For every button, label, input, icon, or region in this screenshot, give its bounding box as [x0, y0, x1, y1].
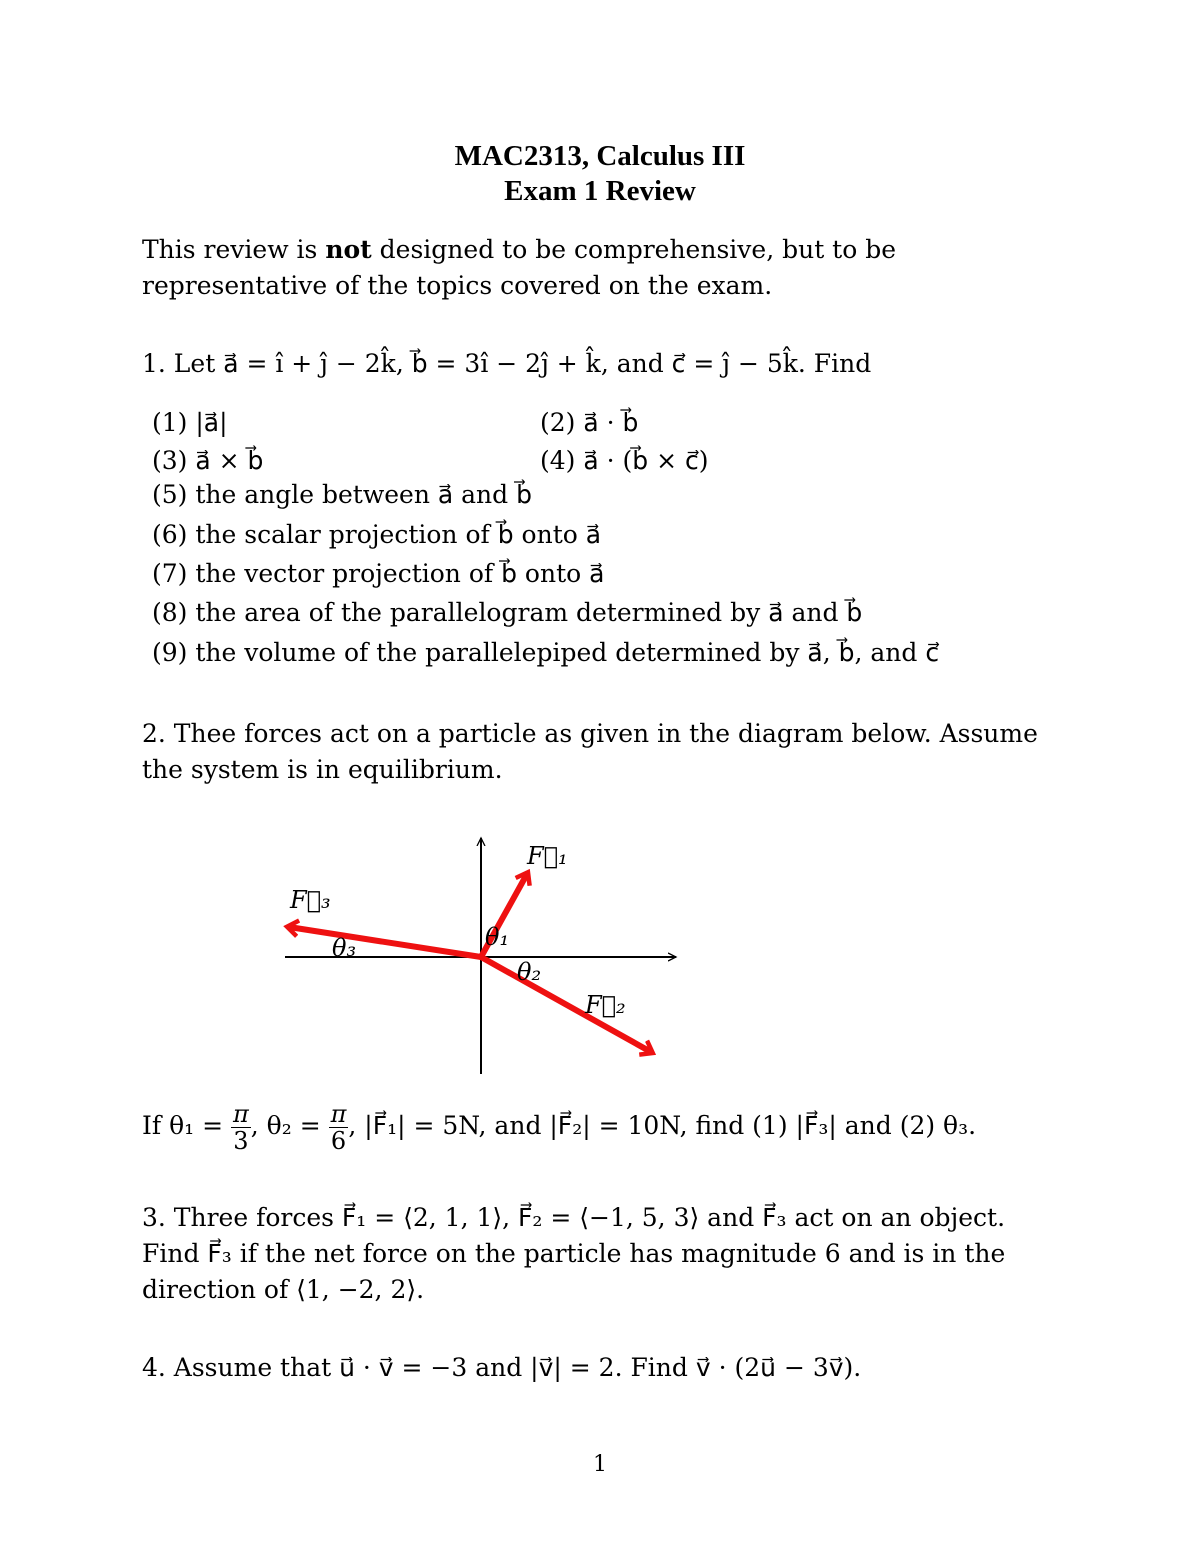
label-f1: F⃗₁ — [527, 842, 568, 870]
fraction-pi-over-3 — [231, 1101, 251, 1154]
problem2-statement: 2. Thee forces act on a particle as given in the diagram below. Assume the system is in equilibrium. — [142, 719, 1038, 784]
problem3-statement: 3. Three forces F⃗₁ = ⟨2, 1, 1⟩, F⃗₂ = ⟨−1, 5, 3⟩ and F⃗₃ act on an object. Find F⃗₃ if the net force on the particle has magnitude 6 and is in the direction of ⟨1, −2, 2⟩. — [142, 1203, 1006, 1304]
label-theta1: θ₁ — [485, 923, 510, 951]
problem2-question — [142, 1100, 1062, 1154]
question-mid: , θ₂ = — [250, 1111, 329, 1140]
frac1-numerator: π — [233, 1100, 249, 1128]
label-theta2: θ₂ — [517, 958, 542, 986]
intro-text-after: designed to be comprehensive, but to be representative of the topics covered on the exam. — [142, 235, 897, 300]
problem1-statement: 1. Let a⃗ = î + ĵ − 2k̂, b⃗ = 3î − 2ĵ + k̂, and c⃗ = ĵ − 5k̂. Find — [142, 349, 872, 378]
vector-f3 — [289, 927, 481, 957]
page-number: 1 — [593, 1452, 607, 1477]
problem1-item-6: (6) the scalar projection of b⃗ onto a⃗ — [152, 520, 602, 549]
question-start: If θ₁ = — [142, 1111, 231, 1140]
problem1-item-9: (9) the volume of the parallelepiped determined by a⃗, b⃗, and c⃗ — [152, 638, 940, 667]
problem1-item-5: (5) the angle between a⃗ and b⃗ — [152, 480, 532, 509]
page-title: MAC2313, Calculus III — [454, 140, 746, 172]
page-subtitle: Exam 1 Review — [504, 175, 696, 207]
problem1-item-1: (1) |a⃗| — [152, 408, 228, 437]
question-end: , |F⃗₁| = 5N, and |F⃗₂| = 10N, find (1) |F⃗₃| and (2) θ₃. — [348, 1111, 977, 1140]
label-f3: F⃗₃ — [290, 886, 331, 914]
label-theta3: θ₃ — [332, 934, 357, 962]
intro-bold-word: not — [325, 235, 372, 264]
frac1-denominator: 3 — [233, 1127, 249, 1155]
problem4-statement: 4. Assume that u⃗ · v⃗ = −3 and |v⃗| = 2. Find v⃗ · (2u⃗ − 3v⃗). — [142, 1353, 862, 1382]
problem1-item-8: (8) the area of the parallelogram determined by a⃗ and b⃗ — [152, 598, 863, 627]
frac2-numerator: π — [330, 1100, 347, 1128]
problem1-item-4: (4) a⃗ · (b⃗ × c⃗) — [540, 446, 709, 475]
fraction-pi-over-6 — [329, 1101, 349, 1154]
problem1-item-2: (2) a⃗ · b⃗ — [540, 408, 639, 437]
problem1-item-7: (7) the vector projection of b⃗ onto a⃗ — [152, 559, 605, 588]
label-f2: F⃗₂ — [585, 991, 626, 1019]
problem1-item-3: (3) a⃗ × b⃗ — [152, 446, 264, 475]
intro-text-before: This review is — [142, 235, 326, 264]
frac2-denominator: 6 — [330, 1127, 347, 1155]
